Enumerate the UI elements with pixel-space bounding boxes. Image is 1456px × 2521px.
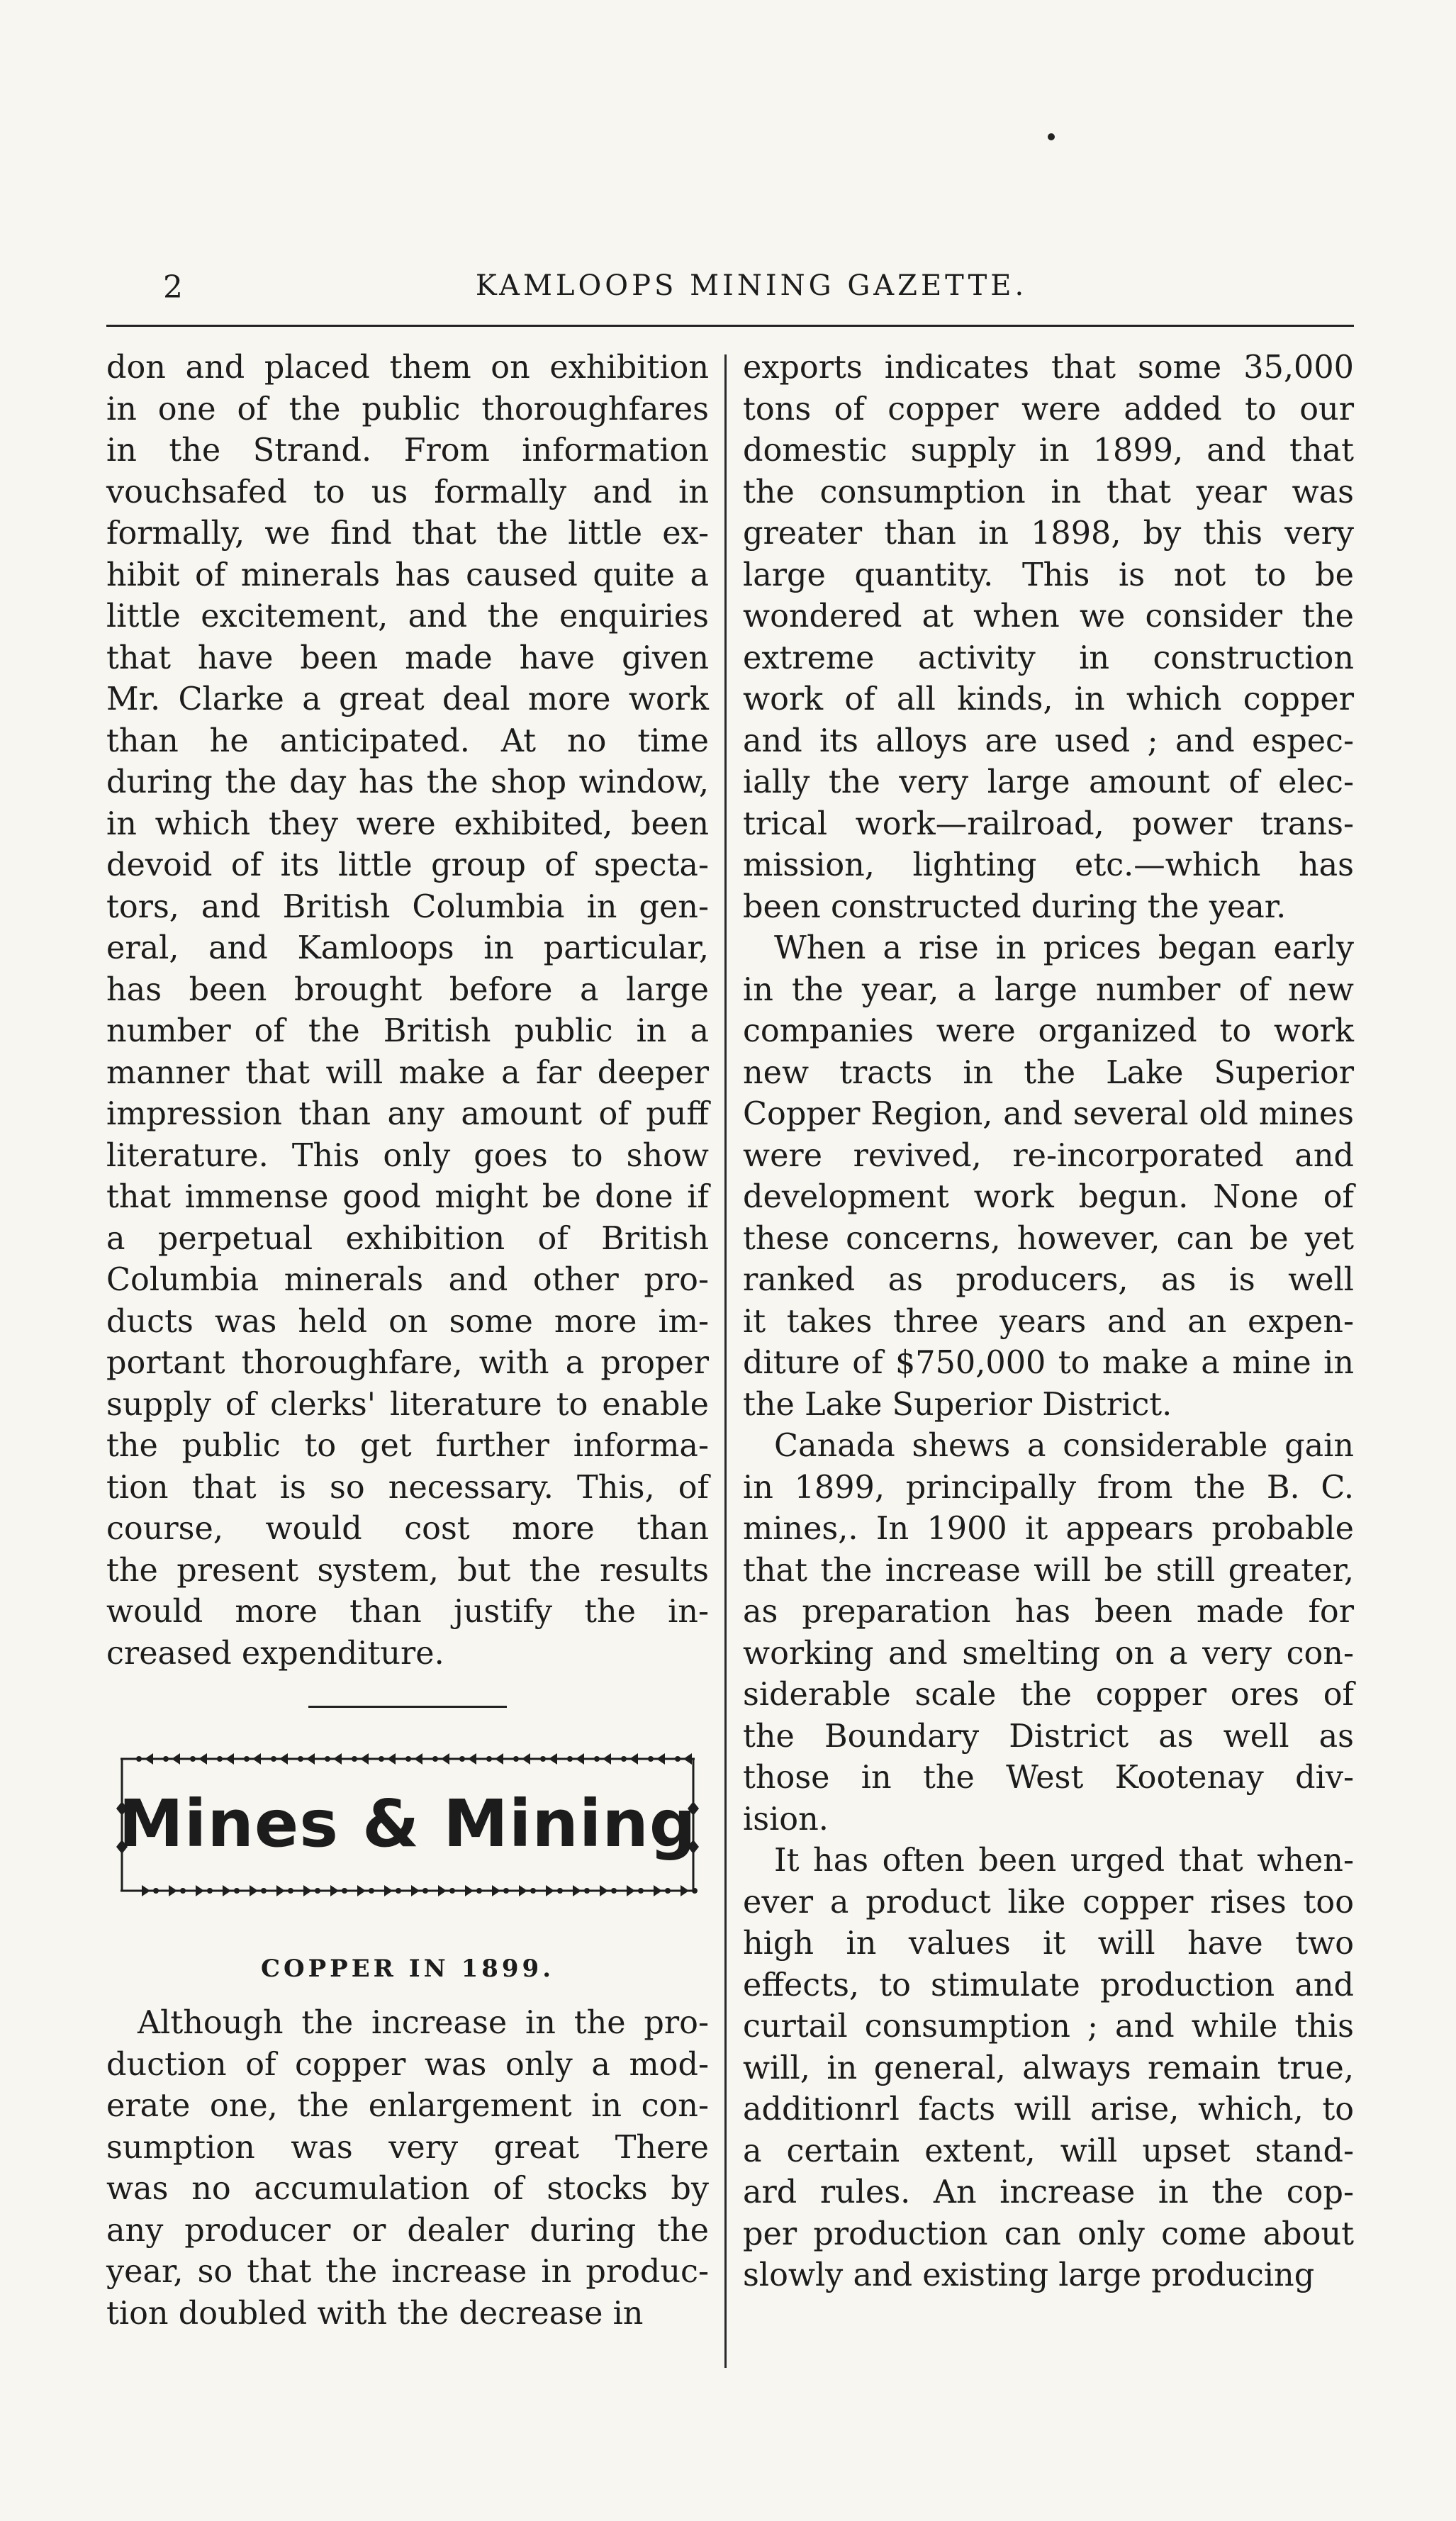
text-line: been constructed during the year. <box>743 888 1287 925</box>
text-line: than he anticipated. At no time <box>106 722 709 759</box>
text-line: creased expenditure. <box>106 1635 444 1672</box>
text-line: the consumption in that year was <box>743 474 1354 510</box>
text-line: extreme activity in construction <box>743 639 1354 676</box>
text-line: will, in general, always remain true, <box>743 2050 1354 2086</box>
text-line: don and placed them on exhibition <box>106 350 709 386</box>
text-line: mission, lighting etc.—which has <box>743 847 1354 883</box>
page-number: 2 <box>163 269 184 306</box>
text-line: in the Strand. From information <box>106 432 709 469</box>
text-line: tion that is so necessary. This, of <box>106 1469 709 1506</box>
text-line: per production can only come about <box>743 2215 1354 2252</box>
right-column <box>743 347 1354 2297</box>
text-line: the public to get further informa- <box>106 1428 709 1464</box>
header-rule <box>106 325 1354 327</box>
text-line: diture of $750,000 to make a mine in <box>743 1345 1354 1381</box>
text-line: it takes three years and an expen- <box>743 1303 1354 1340</box>
text-line: wondered at when we consider the <box>743 598 1354 635</box>
section-banner-title: Mines & Mining <box>118 1786 697 1862</box>
text-line: Canada shews a considerable gain <box>774 1428 1354 1464</box>
text-line: ducts was held on some more im- <box>106 1303 709 1340</box>
text-line: greater than in 1898, by this very <box>743 515 1354 552</box>
text-line: additionrl facts will arise, which, to <box>743 2091 1354 2128</box>
text-line: trical work—railroad, power trans- <box>743 805 1354 842</box>
section-separator-rule <box>308 1706 507 1708</box>
text-line: ially the very large amount of elec- <box>743 764 1354 800</box>
text-line: and its alloys are used ; and espec- <box>743 722 1354 759</box>
text-line: devoid of its little group of specta- <box>106 847 709 883</box>
text-line: vouchsafed to us formally and in <box>106 474 709 510</box>
text-line: ision. <box>743 1801 829 1838</box>
text-line: has been brought before a large <box>106 971 709 1008</box>
text-line: erate one, the enlargement in con- <box>106 2088 709 2124</box>
text-line: the Lake Superior District. <box>743 1386 1172 1423</box>
text-line: portant thoroughfare, with a proper <box>106 1345 709 1381</box>
text-line: It has often been urged that when- <box>774 1843 1354 1879</box>
text-line: a perpetual exhibition of British <box>106 1220 709 1257</box>
text-line: in which they were exhibited, been <box>106 805 709 842</box>
left-column-text-bottom <box>106 2003 709 2335</box>
text-line: eral, and Kamloops in particular, <box>106 930 709 966</box>
text-line: domestic supply in 1899, and that <box>743 432 1354 469</box>
text-line: development work begun. None of <box>743 1179 1354 1215</box>
left-column-text-top <box>106 347 709 1675</box>
text-line: Mr. Clarke a great deal more work <box>106 681 709 717</box>
article-subheading: COPPER IN 1899. <box>260 1955 555 1983</box>
text-line: would more than justify the in- <box>106 1594 709 1630</box>
text-line: work of all kinds, in which copper <box>743 681 1354 717</box>
text-line: literature. This only goes to show <box>106 1137 709 1174</box>
section-banner <box>106 1733 709 1918</box>
text-line: supply of clerks' literature to enable <box>106 1386 709 1423</box>
text-line: manner that will make a far deeper <box>106 1054 709 1091</box>
text-line: tons of copper were added to our <box>743 391 1354 427</box>
text-line: that immense good might be done if <box>106 1179 709 1215</box>
text-line: the Boundary District as well as <box>743 1718 1354 1755</box>
text-line: formally, we find that the little ex- <box>106 515 709 552</box>
text-line: working and smelting on a very con- <box>743 1635 1354 1672</box>
text-line: that the increase will be still greater, <box>743 1552 1354 1589</box>
text-line: exports indicates that some 35,000 <box>743 350 1354 386</box>
text-line: little excitement, and the enquiries <box>106 598 709 635</box>
text-line: as preparation has been made for <box>743 1594 1354 1630</box>
text-line: slowly and existing large producing <box>743 2257 1315 2293</box>
text-line: number of the British public in a <box>106 1013 709 1049</box>
text-line: duction of copper was only a mod- <box>106 2046 709 2083</box>
text-line: during the day has the shop window, <box>106 764 709 800</box>
text-line: mines,. In 1900 it appears probable <box>743 1511 1354 1547</box>
text-line: siderable scale the copper ores of <box>743 1677 1354 1713</box>
text-line: hibit of minerals has caused quite a <box>106 557 709 593</box>
left-column <box>106 347 709 2335</box>
text-line: large quantity. This is not to be <box>743 557 1354 593</box>
text-line: curtail consumption ; and while this <box>743 2008 1354 2045</box>
text-line: those in the West Kootenay div- <box>743 1760 1354 1796</box>
page-header <box>106 264 1354 313</box>
running-head: KAMLOOPS MINING GAZETTE. <box>475 269 1028 302</box>
text-line: ranked as producers, as is well <box>743 1262 1354 1298</box>
text-line: Columbia minerals and other pro- <box>106 1262 709 1298</box>
text-line: these concerns, however, can be yet <box>743 1220 1354 1257</box>
right-column-text <box>743 347 1354 2297</box>
text-line: new tracts in the Lake Superior <box>743 1054 1354 1091</box>
text-line: sumption was very great There <box>106 2129 709 2166</box>
text-line: impression than any amount of puff <box>106 1096 709 1132</box>
text-line: that have been made have given <box>106 639 709 676</box>
text-line: Copper Region, and several old mines <box>743 1096 1354 1132</box>
text-line: Although the increase in the pro- <box>138 2005 709 2041</box>
text-line: in one of the public thoroughfares <box>106 391 709 427</box>
text-line: effects, to stimulate production and <box>743 1967 1354 2003</box>
text-line: companies were organized to work <box>743 1013 1354 1049</box>
text-line: course, would cost more than <box>106 1511 709 1547</box>
stray-ink-dot <box>1048 133 1055 140</box>
text-line: tion doubled with the decrease in <box>106 2295 644 2332</box>
text-line: high in values it will have two <box>743 1925 1354 1962</box>
text-line: the present system, but the results <box>106 1552 709 1589</box>
text-line: in 1899, principally from the B. C. <box>743 1469 1354 1506</box>
text-line: a certain extent, will upset stand- <box>743 2132 1354 2169</box>
text-line: ever a product like copper rises too <box>743 1884 1354 1921</box>
text-line: year, so that the increase in produc- <box>106 2254 709 2290</box>
text-line: in the year, a large number of new <box>743 971 1354 1008</box>
text-line: any producer or dealer during the <box>106 2212 709 2249</box>
column-divider <box>724 354 727 2368</box>
text-line: tors, and British Columbia in gen- <box>106 888 709 925</box>
text-line: was no accumulation of stocks by <box>106 2171 709 2207</box>
text-line: ard rules. An increase in the cop- <box>743 2174 1354 2210</box>
text-line: were revived, re-incorporated and <box>743 1137 1354 1174</box>
text-line: When a rise in prices began early <box>774 930 1354 966</box>
